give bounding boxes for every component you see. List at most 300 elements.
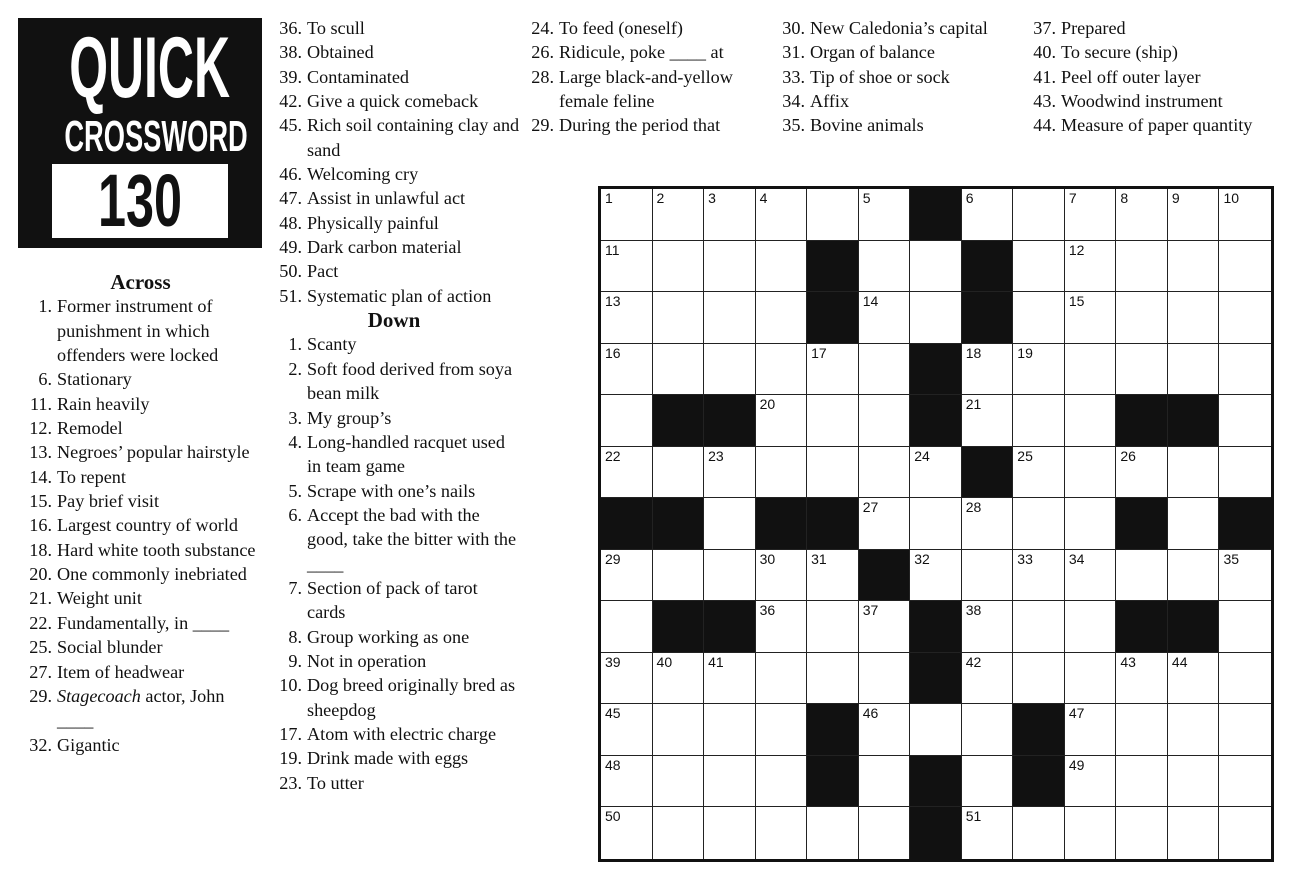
- clue-text: Assist in unlawful act: [307, 188, 466, 209]
- clue-number: 34.: [782, 91, 805, 112]
- grid-cell[interactable]: [962, 601, 1014, 653]
- grid-cell[interactable]: [601, 653, 653, 705]
- clue-text: Soft food derived from soya bean milk: [307, 358, 513, 404]
- grid-block: [910, 395, 962, 447]
- grid-cell[interactable]: [807, 807, 859, 859]
- clue-text: New Caledonia’s capital: [810, 18, 988, 38]
- grid-block: [1013, 756, 1065, 808]
- grid-block: [756, 498, 808, 550]
- grid-block: [653, 395, 705, 447]
- grid-cell[interactable]: [653, 189, 705, 241]
- grid-cell[interactable]: [653, 344, 705, 396]
- grid-cell[interactable]: [704, 498, 756, 550]
- grid-cell[interactable]: [962, 653, 1014, 705]
- grid-cell[interactable]: [859, 498, 911, 550]
- clue-text: Social blunder: [57, 637, 163, 658]
- grid-cell[interactable]: [1116, 447, 1168, 499]
- grid-cell[interactable]: [1065, 807, 1117, 859]
- grid-cell[interactable]: [1219, 395, 1271, 447]
- grid-cell[interactable]: [756, 395, 808, 447]
- clue-text: To feed (oneself): [559, 18, 683, 38]
- grid-cell[interactable]: [1116, 550, 1168, 602]
- grid-cell[interactable]: [1065, 447, 1117, 499]
- grid-cell[interactable]: [910, 292, 962, 344]
- down-clue: [771, 65, 1016, 89]
- grid-block: [910, 344, 962, 396]
- grid-cell[interactable]: [756, 447, 808, 499]
- clue-number: 7.: [288, 577, 302, 598]
- down-clue: [268, 479, 520, 503]
- clue-text: Large black-and-yellow female feline: [559, 66, 733, 112]
- clue-number: 29.: [29, 685, 52, 706]
- clue-text: Dog breed originally bred as sheepdog: [307, 675, 516, 720]
- cell-number: 18: [965, 344, 982, 361]
- clue-text: Not in operation: [307, 650, 427, 671]
- grid-block: [910, 189, 962, 241]
- clue-text: To utter: [307, 772, 364, 793]
- grid-cell[interactable]: [1168, 189, 1220, 241]
- clue-text: Item of headwear: [57, 661, 185, 682]
- clue-number: 50.: [279, 261, 302, 282]
- grid-cell[interactable]: [859, 756, 911, 808]
- grid-cell[interactable]: [1219, 241, 1271, 293]
- cell-number: 2: [656, 190, 665, 206]
- grid-cell[interactable]: [807, 550, 859, 602]
- cell-number: 48: [605, 756, 621, 773]
- clue-text: [57, 684, 263, 733]
- grid-cell[interactable]: [601, 395, 653, 447]
- clue-number: 51.: [279, 285, 302, 306]
- cell-number: 12: [1068, 241, 1085, 258]
- grid-cell[interactable]: [1219, 704, 1271, 756]
- grid-cell[interactable]: [807, 344, 859, 396]
- across-clue: [18, 635, 263, 659]
- grid-cell[interactable]: [859, 601, 911, 653]
- grid-cell[interactable]: [1065, 189, 1117, 241]
- grid-cell[interactable]: [653, 807, 705, 859]
- cell-number: 23: [708, 447, 724, 464]
- clue-column-1: [18, 270, 263, 757]
- grid-cell[interactable]: [1219, 189, 1271, 241]
- clue-number: 39.: [279, 66, 302, 87]
- down-clue: [771, 113, 1016, 137]
- grid-cell[interactable]: [704, 189, 756, 241]
- grid-cell[interactable]: [704, 241, 756, 293]
- across-clue: [268, 16, 520, 40]
- grid-cell[interactable]: [1219, 653, 1271, 705]
- clue-number: 31.: [782, 42, 805, 63]
- grid-cell[interactable]: [756, 601, 808, 653]
- clue-text: Gigantic: [57, 734, 120, 755]
- grid-cell[interactable]: [1219, 601, 1271, 653]
- clue-text: Hard white tooth substance: [57, 539, 256, 560]
- down-clue: [771, 40, 1016, 64]
- grid-cell[interactable]: [1116, 704, 1168, 756]
- cell-number: 5: [862, 190, 871, 206]
- grid-block: [704, 601, 756, 653]
- across-clue: [268, 40, 520, 64]
- grid-cell[interactable]: [1013, 498, 1065, 550]
- grid-cell[interactable]: [1116, 189, 1168, 241]
- grid-cell[interactable]: [653, 653, 705, 705]
- grid-cell[interactable]: [962, 344, 1014, 396]
- clue-text: To secure (ship): [1061, 42, 1178, 63]
- clue-text: My group’s: [307, 407, 392, 428]
- cell-number: 20: [759, 396, 776, 413]
- clue-text: Obtained: [307, 42, 374, 63]
- grid-cell[interactable]: [962, 756, 1014, 808]
- grid-cell[interactable]: [859, 344, 911, 396]
- grid-cell[interactable]: [601, 189, 653, 241]
- across-clue: [268, 113, 520, 162]
- grid-cell[interactable]: [601, 550, 653, 602]
- grid-block: [807, 704, 859, 756]
- grid-cell[interactable]: [859, 292, 911, 344]
- grid-cell[interactable]: [1013, 550, 1065, 602]
- across-clue: [18, 611, 263, 635]
- grid-cell[interactable]: [653, 550, 705, 602]
- grid-cell[interactable]: [601, 292, 653, 344]
- clue-text: Dark carbon material: [307, 237, 462, 258]
- clue-text: Fundamentally, in ____: [57, 612, 230, 633]
- grid-cell[interactable]: [653, 292, 705, 344]
- clue-text: To repent: [57, 466, 126, 487]
- grid-cell[interactable]: [859, 189, 911, 241]
- clue-number: 29.: [531, 115, 554, 136]
- cell-number: 28: [965, 499, 982, 516]
- grid-cell[interactable]: [910, 704, 962, 756]
- down-clue: [1022, 40, 1282, 64]
- cell-number: 3: [708, 190, 716, 206]
- across-clue: [268, 235, 520, 259]
- cell-number: 40: [656, 653, 673, 670]
- cell-number: 33: [1017, 550, 1033, 567]
- grid-cell[interactable]: [704, 550, 756, 602]
- across-clue-list: [18, 294, 263, 757]
- grid-cell[interactable]: [910, 550, 962, 602]
- clue-number: 3.: [288, 407, 302, 428]
- clue-text: Scrape with one’s nails: [307, 480, 476, 501]
- cell-number: 13: [605, 293, 621, 310]
- clue-text-rest: actor, John ____: [57, 685, 225, 731]
- across-clue: [268, 186, 520, 210]
- grid-block: [807, 292, 859, 344]
- grid-cell[interactable]: [756, 344, 808, 396]
- grid-cell[interactable]: [1116, 756, 1168, 808]
- down-clue: [268, 576, 520, 625]
- clue-text: Atom with electric charge: [307, 723, 497, 744]
- grid-cell[interactable]: [1168, 447, 1220, 499]
- grid-cell[interactable]: [1065, 653, 1117, 705]
- grid-cell[interactable]: [859, 447, 911, 499]
- grid-cell[interactable]: [704, 704, 756, 756]
- clue-number: 43.: [1033, 91, 1056, 112]
- grid-block: [1168, 395, 1220, 447]
- down-clue: [520, 113, 765, 137]
- down-clue: [268, 625, 520, 649]
- grid-block: [910, 756, 962, 808]
- grid-cell[interactable]: [756, 756, 808, 808]
- grid-cell[interactable]: [1065, 498, 1117, 550]
- down-clue: [520, 40, 765, 64]
- grid-cell[interactable]: [756, 241, 808, 293]
- grid-cell[interactable]: [1168, 292, 1220, 344]
- puzzle-logo: [18, 18, 262, 248]
- cell-number: 10: [1223, 190, 1240, 206]
- clue-number: 6.: [38, 369, 52, 390]
- cell-number: 4: [759, 190, 768, 206]
- clue-number: 32.: [29, 734, 52, 755]
- grid-cell[interactable]: [1013, 241, 1065, 293]
- clue-number: 25.: [29, 637, 52, 658]
- grid-cell[interactable]: [962, 395, 1014, 447]
- grid-cell[interactable]: [1116, 653, 1168, 705]
- grid-cell[interactable]: [756, 292, 808, 344]
- cell-number: 27: [862, 499, 879, 516]
- across-clue: [18, 392, 263, 416]
- grid-cell[interactable]: [1013, 292, 1065, 344]
- cell-number: 16: [605, 344, 621, 361]
- grid-cell[interactable]: [1013, 344, 1065, 396]
- grid-cell[interactable]: [601, 807, 653, 859]
- grid-cell[interactable]: [704, 807, 756, 859]
- across-clue: [268, 162, 520, 186]
- cell-number: 22: [605, 447, 621, 464]
- grid-block: [859, 550, 911, 602]
- clue-number: 1.: [288, 334, 302, 355]
- grid-cell[interactable]: [1219, 807, 1271, 859]
- clue-column-2: [268, 16, 520, 795]
- grid-cell[interactable]: [601, 601, 653, 653]
- clue-text: Woodwind instrument: [1061, 91, 1223, 112]
- grid-cell[interactable]: [601, 756, 653, 808]
- grid-cell[interactable]: [1219, 344, 1271, 396]
- down-clue-list: [268, 332, 520, 795]
- grid-cell[interactable]: [704, 653, 756, 705]
- grid-cell[interactable]: [859, 653, 911, 705]
- grid-block: [962, 447, 1014, 499]
- clue-text: Affix: [810, 91, 850, 112]
- grid-cell[interactable]: [1219, 550, 1271, 602]
- clue-number: 37.: [1033, 18, 1056, 38]
- grid-cell[interactable]: [653, 447, 705, 499]
- grid-cell[interactable]: [1013, 601, 1065, 653]
- grid-cell[interactable]: [1065, 395, 1117, 447]
- clue-column-5: [1022, 16, 1282, 138]
- grid-cell[interactable]: [601, 344, 653, 396]
- grid-cell[interactable]: [1116, 292, 1168, 344]
- grid-cell[interactable]: [1116, 344, 1168, 396]
- clue-number: 12.: [29, 418, 52, 439]
- logo-crossword: CROSSWORD: [64, 112, 248, 161]
- down-clue: [520, 65, 765, 114]
- down-clue-list-cont-3: [1022, 16, 1282, 138]
- cell-number: 43: [1120, 653, 1136, 670]
- grid-cell[interactable]: [962, 807, 1014, 859]
- grid-cell[interactable]: [962, 498, 1014, 550]
- clue-number: 22.: [29, 612, 52, 633]
- clue-number: 27.: [29, 661, 52, 682]
- grid-cell[interactable]: [1116, 241, 1168, 293]
- grid-cell[interactable]: [910, 241, 962, 293]
- grid-cell[interactable]: [1065, 601, 1117, 653]
- cell-number: 8: [1120, 190, 1129, 206]
- across-heading: Across: [110, 270, 171, 294]
- clue-number: 18.: [29, 539, 52, 560]
- grid-cell[interactable]: [1168, 653, 1220, 705]
- grid-cell[interactable]: [1168, 807, 1220, 859]
- down-clue: [1022, 113, 1282, 137]
- clue-number: 10.: [279, 675, 302, 696]
- grid-cell[interactable]: [962, 704, 1014, 756]
- grid-cell[interactable]: [756, 704, 808, 756]
- cell-number: 51: [965, 808, 982, 825]
- grid-cell[interactable]: [1168, 756, 1220, 808]
- grid-block: [807, 498, 859, 550]
- grid-cell[interactable]: [1065, 704, 1117, 756]
- grid-cell[interactable]: [1065, 344, 1117, 396]
- clue-number: 23.: [279, 772, 302, 793]
- grid-cell[interactable]: [756, 189, 808, 241]
- clue-text: To scull: [307, 18, 365, 38]
- clue-text: Scanty: [307, 334, 357, 355]
- grid-cell[interactable]: [1013, 807, 1065, 859]
- crossword-grid: [598, 186, 1274, 862]
- grid-cell[interactable]: [756, 807, 808, 859]
- across-clue: [268, 211, 520, 235]
- across-clue: [268, 259, 520, 283]
- grid-cell[interactable]: [1168, 704, 1220, 756]
- grid-cell[interactable]: [807, 395, 859, 447]
- across-clue: [18, 660, 263, 684]
- across-clue: [18, 733, 263, 757]
- clue-number: 15.: [29, 491, 52, 512]
- cell-number: 14: [862, 293, 879, 310]
- grid-cell[interactable]: [756, 653, 808, 705]
- grid-cell[interactable]: [859, 807, 911, 859]
- grid-cell[interactable]: [807, 189, 859, 241]
- grid-cell[interactable]: [1168, 498, 1220, 550]
- grid-cell[interactable]: [704, 756, 756, 808]
- grid-cell[interactable]: [807, 653, 859, 705]
- grid-cell[interactable]: [1013, 447, 1065, 499]
- grid-cell[interactable]: [653, 241, 705, 293]
- clue-text: Remodel: [57, 418, 123, 439]
- cell-number: 46: [862, 705, 879, 722]
- clue-number: 33.: [782, 66, 805, 87]
- grid-block: [1219, 498, 1271, 550]
- grid-cell[interactable]: [859, 704, 911, 756]
- grid-block: [807, 756, 859, 808]
- clue-number: 8.: [288, 626, 302, 647]
- down-clue: [268, 430, 520, 479]
- cell-number: 9: [1171, 190, 1180, 206]
- grid-cell[interactable]: [910, 498, 962, 550]
- clue-text: Rain heavily: [57, 393, 150, 414]
- grid-cell[interactable]: [807, 601, 859, 653]
- clue-number: 48.: [279, 212, 302, 233]
- across-clue: [18, 538, 263, 562]
- down-clue: [268, 357, 520, 406]
- clue-text: Welcoming cry: [307, 164, 419, 185]
- grid-cell[interactable]: [1219, 292, 1271, 344]
- grid-cell[interactable]: [601, 241, 653, 293]
- grid-block: [601, 498, 653, 550]
- grid-cell[interactable]: [910, 447, 962, 499]
- down-clue: [268, 673, 520, 722]
- clue-number: 45.: [279, 115, 302, 136]
- cell-number: 6: [965, 190, 974, 206]
- down-clue-list-cont-2: [771, 16, 1016, 138]
- grid-cell[interactable]: [1116, 807, 1168, 859]
- grid-cell[interactable]: [962, 550, 1014, 602]
- grid-cell[interactable]: [1013, 395, 1065, 447]
- clue-number: 2.: [288, 358, 302, 379]
- clue-text: Group working as one: [307, 626, 470, 647]
- grid-cell[interactable]: [1168, 241, 1220, 293]
- clue-text: During the period that: [559, 115, 721, 136]
- grid-cell[interactable]: [962, 189, 1014, 241]
- grid-cell[interactable]: [859, 241, 911, 293]
- clue-text: Ridicule, poke ____ at: [559, 42, 724, 63]
- grid-cell[interactable]: [1065, 241, 1117, 293]
- down-heading: Down: [367, 308, 421, 333]
- down-clue: [771, 89, 1016, 113]
- grid-cell[interactable]: [1065, 756, 1117, 808]
- down-clue: [771, 16, 1016, 40]
- grid-cell[interactable]: [601, 447, 653, 499]
- grid-cell[interactable]: [1013, 189, 1065, 241]
- across-clue: [268, 284, 520, 308]
- grid-cell[interactable]: [1065, 550, 1117, 602]
- grid-cell[interactable]: [704, 447, 756, 499]
- grid-block: [962, 292, 1014, 344]
- grid-cell[interactable]: [653, 756, 705, 808]
- grid-cell[interactable]: [1219, 447, 1271, 499]
- grid-block: [1116, 498, 1168, 550]
- across-clue: [18, 562, 263, 586]
- across-clue: [18, 440, 263, 464]
- grid-cell[interactable]: [1168, 550, 1220, 602]
- cell-number: 15: [1068, 293, 1085, 310]
- grid-cell[interactable]: [1219, 756, 1271, 808]
- grid-cell[interactable]: [653, 704, 705, 756]
- clue-text: Section of pack of tarot cards: [307, 577, 478, 623]
- grid-cell[interactable]: [1168, 344, 1220, 396]
- cell-number: 39: [605, 653, 621, 670]
- across-clue: [18, 489, 263, 513]
- grid-cell[interactable]: [704, 292, 756, 344]
- grid-cell[interactable]: [807, 447, 859, 499]
- grid-cell[interactable]: [601, 704, 653, 756]
- clue-number: 4.: [288, 431, 302, 452]
- clue-number: 20.: [29, 564, 52, 585]
- clue-number: 36.: [279, 18, 302, 38]
- grid-cell[interactable]: [859, 395, 911, 447]
- cell-number: 26: [1120, 447, 1136, 464]
- cell-number: 42: [965, 653, 982, 670]
- clue-text: Tip of shoe or sock: [810, 66, 950, 87]
- grid-cell[interactable]: [756, 550, 808, 602]
- clue-number: 41.: [1033, 66, 1056, 87]
- grid-cell[interactable]: [1013, 653, 1065, 705]
- cell-number: 45: [605, 705, 621, 722]
- grid-cell[interactable]: [704, 344, 756, 396]
- down-clue: [1022, 65, 1282, 89]
- grid-cell[interactable]: [1065, 292, 1117, 344]
- down-clue: [268, 503, 520, 576]
- cell-number: 11: [605, 241, 620, 258]
